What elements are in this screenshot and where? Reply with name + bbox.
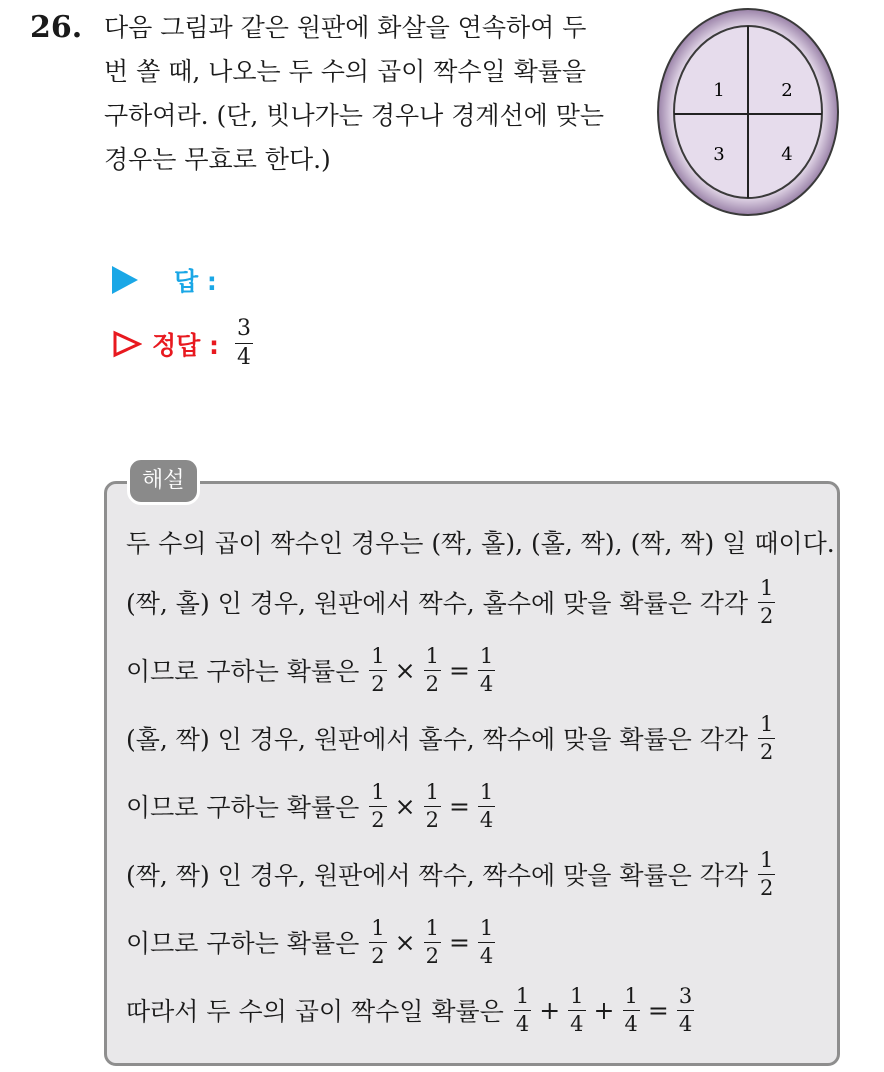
fraction-denominator: 2 bbox=[425, 807, 439, 832]
solution-body bbox=[126, 516, 835, 1044]
times-sign: × bbox=[394, 655, 416, 685]
fraction-denominator: 2 bbox=[371, 943, 385, 968]
solution-intro: 두 수의 곱이 짝수인 경우는 (짝, 홀), (홀, 짝), (짝, 짝) 일 때이다. bbox=[126, 529, 835, 558]
solution-case-line bbox=[126, 704, 826, 772]
quarter-fraction bbox=[568, 983, 585, 1036]
correct-answer-label: 정답 : bbox=[152, 330, 220, 360]
fraction-numerator: 1 bbox=[371, 779, 385, 804]
fraction-numerator: 1 bbox=[570, 983, 584, 1008]
solution-tag: 해설 bbox=[127, 457, 200, 505]
solution-calc-line bbox=[126, 636, 826, 704]
quarter-fraction bbox=[478, 915, 495, 968]
play-icon bbox=[112, 266, 138, 294]
solution-case-line bbox=[126, 568, 826, 636]
spinner-disc-figure bbox=[657, 8, 839, 216]
times-sign: × bbox=[394, 791, 416, 821]
fraction-numerator: 1 bbox=[515, 983, 530, 1008]
play-outline-icon bbox=[112, 330, 142, 358]
plus-sign: + bbox=[539, 995, 561, 1025]
fraction-denominator: 2 bbox=[371, 671, 385, 696]
fraction-numerator: 1 bbox=[479, 915, 494, 940]
fraction-denominator: 4 bbox=[479, 807, 494, 832]
half-fraction bbox=[424, 779, 441, 832]
fraction-numerator: 3 bbox=[237, 316, 252, 341]
plus-sign: + bbox=[593, 995, 615, 1025]
fraction-numerator: 1 bbox=[624, 983, 638, 1008]
fraction-numerator: 1 bbox=[760, 711, 774, 736]
half-fraction bbox=[369, 915, 386, 968]
calc-prefix: 이므로 구하는 확률은 bbox=[126, 929, 360, 958]
fraction-denominator: 2 bbox=[760, 603, 774, 628]
fraction-denominator: 4 bbox=[678, 1011, 693, 1036]
fraction-numerator: 1 bbox=[479, 643, 494, 668]
question-number: 26. bbox=[30, 10, 83, 45]
fraction-denominator: 2 bbox=[425, 671, 439, 696]
half-fraction bbox=[424, 643, 441, 696]
fraction-numerator: 1 bbox=[371, 915, 385, 940]
answer-row bbox=[112, 262, 217, 298]
fraction-denominator: 2 bbox=[371, 807, 385, 832]
equals-sign: = bbox=[647, 995, 669, 1025]
equals-sign: = bbox=[448, 791, 470, 821]
fraction-numerator: 1 bbox=[425, 915, 439, 940]
solution-calc-line bbox=[126, 908, 826, 976]
spinner-section-3: 3 bbox=[713, 144, 725, 165]
spinner-section-4: 4 bbox=[781, 144, 793, 165]
fraction-denominator: 2 bbox=[425, 943, 439, 968]
fraction-numerator: 3 bbox=[678, 983, 693, 1008]
half-fraction bbox=[369, 643, 386, 696]
fraction-numerator: 1 bbox=[425, 643, 439, 668]
half-fraction bbox=[369, 779, 386, 832]
quarter-fraction bbox=[478, 643, 495, 696]
case-text: (짝, 짝) 인 경우, 원판에서 짝수, 짝수에 맞을 확률은 각각 bbox=[126, 861, 749, 890]
equals-sign: = bbox=[448, 927, 470, 957]
fraction-numerator: 1 bbox=[479, 779, 494, 804]
spinner-section-2: 2 bbox=[781, 80, 793, 101]
fraction-denominator: 2 bbox=[760, 739, 774, 764]
question-line: 구하여라. (단, 빗나가는 경우나 경계선에 맞는 bbox=[104, 101, 605, 130]
correct-answer-row bbox=[112, 318, 257, 369]
case-text: (짝, 홀) 인 경우, 원판에서 짝수, 홀수에 맞을 확률은 각각 bbox=[126, 589, 749, 618]
solution-final-line bbox=[126, 976, 826, 1044]
fraction-numerator: 1 bbox=[760, 847, 774, 872]
fraction-numerator: 1 bbox=[371, 643, 385, 668]
case-fraction bbox=[758, 711, 775, 764]
fraction-denominator: 4 bbox=[515, 1011, 530, 1036]
fraction-denominator: 4 bbox=[237, 345, 252, 370]
solution-calc-line bbox=[126, 772, 826, 840]
correct-answer-fraction bbox=[235, 318, 253, 369]
fraction-numerator: 1 bbox=[425, 779, 439, 804]
fraction-denominator: 4 bbox=[479, 943, 494, 968]
question-line: 번 쏠 때, 나오는 두 수의 곱이 짝수일 확률을 bbox=[104, 57, 587, 86]
half-fraction bbox=[424, 915, 441, 968]
fraction-denominator: 4 bbox=[624, 1011, 638, 1036]
calc-prefix: 이므로 구하는 확률은 bbox=[126, 793, 360, 822]
question-line: 다음 그림과 같은 원판에 화살을 연속하여 두 bbox=[104, 13, 587, 42]
case-fraction bbox=[758, 575, 775, 628]
question-line: 경우는 무효로 한다.) bbox=[104, 145, 331, 174]
case-fraction bbox=[758, 847, 775, 900]
times-sign: × bbox=[394, 927, 416, 957]
case-text: (홀, 짝) 인 경우, 원판에서 홀수, 짝수에 맞을 확률은 각각 bbox=[126, 725, 749, 754]
final-prefix: 따라서 두 수의 곱이 짝수일 확률은 bbox=[126, 997, 504, 1026]
fraction-denominator: 4 bbox=[570, 1011, 584, 1036]
spinner-section-1: 1 bbox=[713, 80, 725, 101]
calc-prefix: 이므로 구하는 확률은 bbox=[126, 657, 360, 686]
fraction-numerator: 1 bbox=[760, 575, 774, 600]
question-text bbox=[104, 6, 639, 182]
final-fraction bbox=[677, 983, 694, 1036]
fraction-denominator: 2 bbox=[760, 875, 774, 900]
solution-case-line bbox=[126, 840, 826, 908]
equals-sign: = bbox=[448, 655, 470, 685]
answer-label: 답 : bbox=[174, 267, 217, 296]
fraction-denominator: 4 bbox=[479, 671, 494, 696]
quarter-fraction bbox=[478, 779, 495, 832]
quarter-fraction bbox=[514, 983, 531, 1036]
quarter-fraction bbox=[623, 983, 640, 1036]
